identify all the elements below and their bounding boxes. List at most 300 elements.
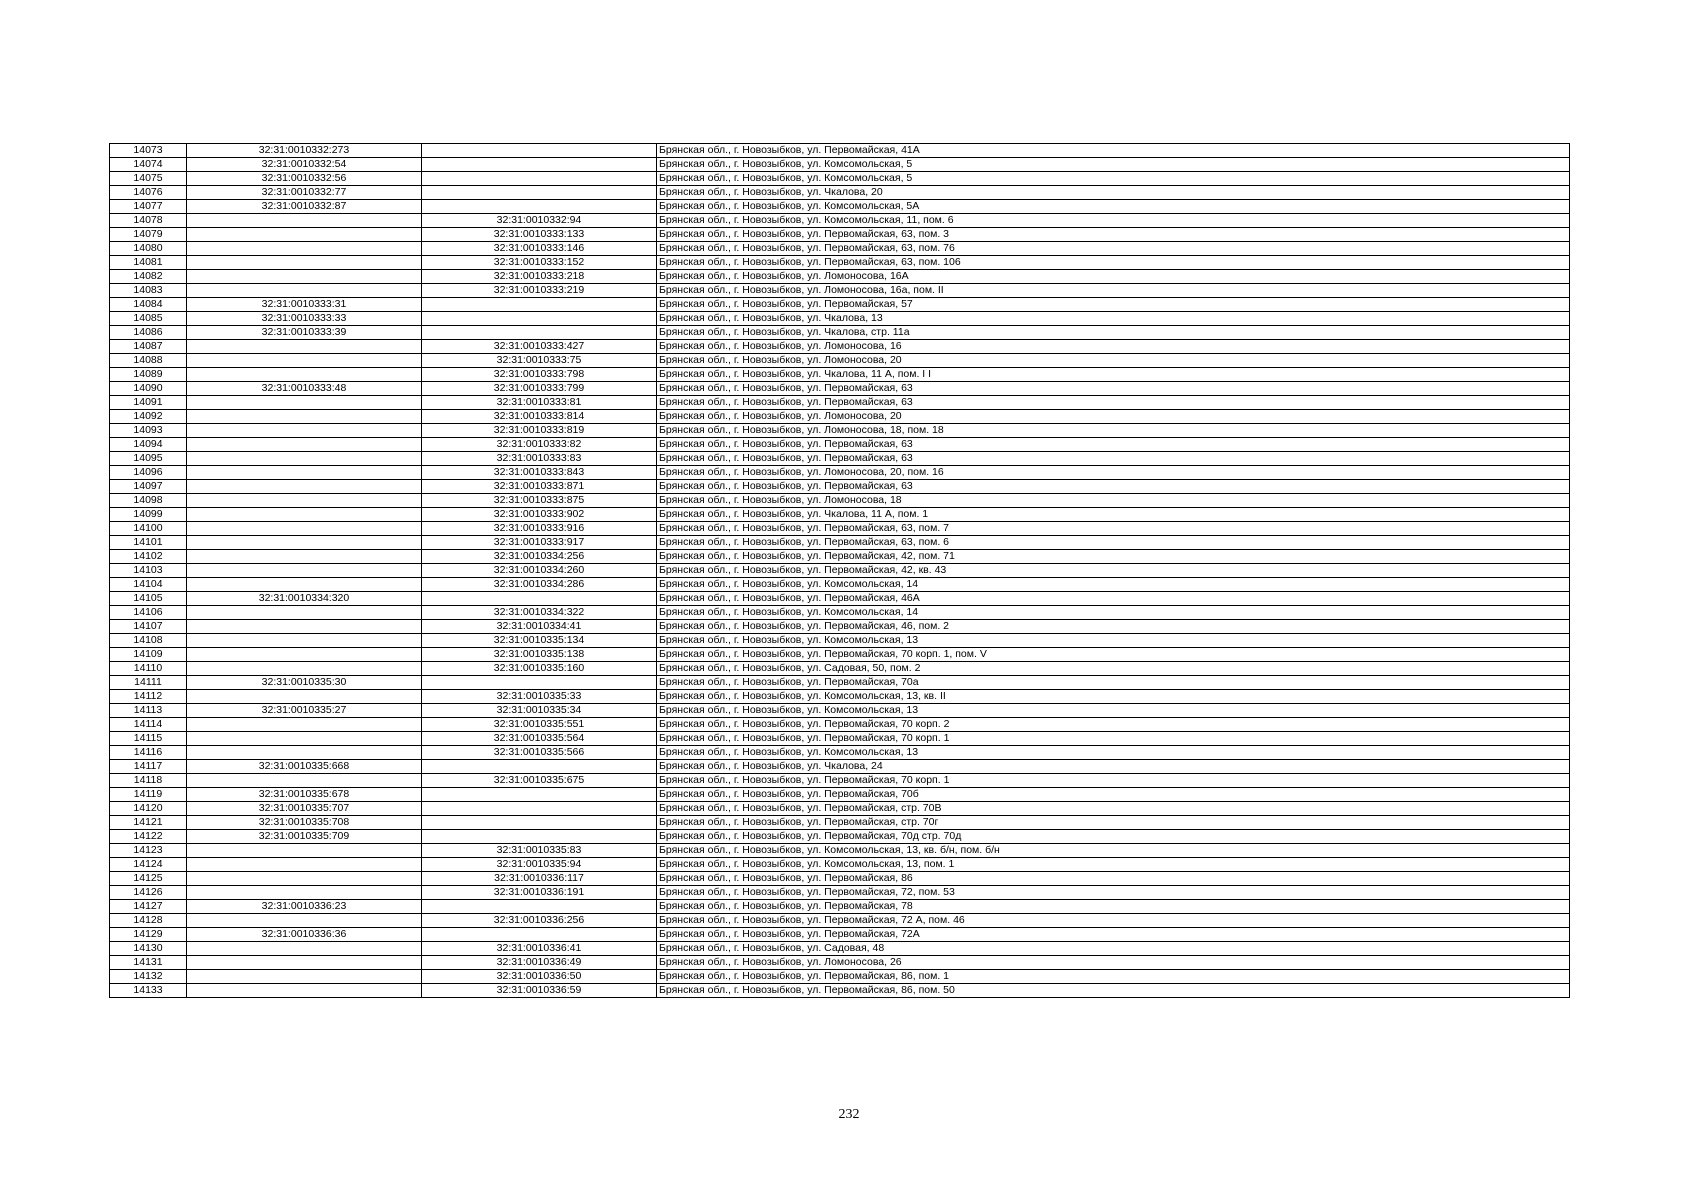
parcel-number-cell [187, 494, 422, 508]
address-cell: Брянская обл., г. Новозыбков, ул. Чкалова, стр. 11а [657, 326, 1570, 340]
parcel-number-cell [187, 648, 422, 662]
row-number-cell: 14128 [110, 914, 187, 928]
table-row [110, 802, 1570, 816]
table-row [110, 382, 1570, 396]
table-row [110, 508, 1570, 522]
parcel-number-cell [187, 354, 422, 368]
parcel-number-cell [187, 886, 422, 900]
object-number-cell: 32:31:0010335:564 [422, 732, 657, 746]
address-cell: Брянская обл., г. Новозыбков, ул. Первомайская, 70 корп. 1 [657, 774, 1570, 788]
row-number-cell: 14121 [110, 816, 187, 830]
address-cell: Брянская обл., г. Новозыбков, ул. Первомайская, 70б [657, 788, 1570, 802]
object-number-cell: 32:31:0010333:146 [422, 242, 657, 256]
row-number-cell: 14075 [110, 172, 187, 186]
row-number-cell: 14097 [110, 480, 187, 494]
row-number-cell: 14109 [110, 648, 187, 662]
parcel-number-cell [187, 690, 422, 704]
object-number-cell: 32:31:0010334:256 [422, 550, 657, 564]
row-number-cell: 14073 [110, 144, 187, 158]
address-cell: Брянская обл., г. Новозыбков, ул. Первомайская, 70 корп. 2 [657, 718, 1570, 732]
row-number-cell: 14131 [110, 956, 187, 970]
table-row [110, 774, 1570, 788]
address-cell: Брянская обл., г. Новозыбков, ул. Комсомольская, 13, кв. б/н, пом. б/н [657, 844, 1570, 858]
address-cell: Брянская обл., г. Новозыбков, ул. Первомайская, 70 корп. 1, пом. V [657, 648, 1570, 662]
address-cell: Брянская обл., г. Новозыбков, ул. Первомайская, 63, пом. 7 [657, 522, 1570, 536]
object-number-cell: 32:31:0010336:256 [422, 914, 657, 928]
address-cell: Брянская обл., г. Новозыбков, ул. Ломоносова, 20, пом. 16 [657, 466, 1570, 480]
row-number-cell: 14099 [110, 508, 187, 522]
address-cell: Брянская обл., г. Новозыбков, ул. Чкалова, 20 [657, 186, 1570, 200]
object-number-cell: 32:31:0010335:160 [422, 662, 657, 676]
parcel-number-cell [187, 662, 422, 676]
address-cell: Брянская обл., г. Новозыбков, ул. Первомайская, 63, пом. 6 [657, 536, 1570, 550]
parcel-number-cell [187, 942, 422, 956]
table-row [110, 746, 1570, 760]
row-number-cell: 14102 [110, 550, 187, 564]
parcel-number-cell [187, 438, 422, 452]
table-row [110, 578, 1570, 592]
row-number-cell: 14083 [110, 284, 187, 298]
row-number-cell: 14132 [110, 970, 187, 984]
table-row [110, 816, 1570, 830]
row-number-cell: 14114 [110, 718, 187, 732]
row-number-cell: 14123 [110, 844, 187, 858]
row-number-cell: 14081 [110, 256, 187, 270]
row-number-cell: 14108 [110, 634, 187, 648]
table-row [110, 648, 1570, 662]
object-number-cell: 32:31:0010333:75 [422, 354, 657, 368]
parcel-number-cell: 32:31:0010333:31 [187, 298, 422, 312]
parcel-number-cell: 32:31:0010335:708 [187, 816, 422, 830]
row-number-cell: 14100 [110, 522, 187, 536]
object-number-cell [422, 830, 657, 844]
row-number-cell: 14120 [110, 802, 187, 816]
table-row [110, 340, 1570, 354]
row-number-cell: 14080 [110, 242, 187, 256]
address-cell: Брянская обл., г. Новозыбков, ул. Первомайская, 72 А, пом. 46 [657, 914, 1570, 928]
object-number-cell [422, 312, 657, 326]
row-number-cell: 14095 [110, 452, 187, 466]
table-row [110, 480, 1570, 494]
address-cell: Брянская обл., г. Новозыбков, ул. Первомайская, стр. 70В [657, 802, 1570, 816]
object-number-cell: 32:31:0010333:875 [422, 494, 657, 508]
address-cell: Брянская обл., г. Новозыбков, ул. Первомайская, 72А [657, 928, 1570, 942]
row-number-cell: 14074 [110, 158, 187, 172]
object-number-cell: 32:31:0010333:133 [422, 228, 657, 242]
table-row [110, 788, 1570, 802]
object-number-cell: 32:31:0010333:82 [422, 438, 657, 452]
row-number-cell: 14088 [110, 354, 187, 368]
table-row [110, 844, 1570, 858]
row-number-cell: 14096 [110, 466, 187, 480]
row-number-cell: 14117 [110, 760, 187, 774]
object-number-cell: 32:31:0010333:799 [422, 382, 657, 396]
table-row [110, 984, 1570, 998]
table-row [110, 536, 1570, 550]
parcel-number-cell [187, 578, 422, 592]
object-number-cell: 32:31:0010336:50 [422, 970, 657, 984]
address-cell: Брянская обл., г. Новозыбков, ул. Первомайская, 86, пом. 1 [657, 970, 1570, 984]
object-number-cell [422, 802, 657, 816]
address-cell: Брянская обл., г. Новозыбков, ул. Первомайская, 42, кв. 43 [657, 564, 1570, 578]
row-number-cell: 14129 [110, 928, 187, 942]
object-number-cell: 32:31:0010335:83 [422, 844, 657, 858]
table-row [110, 620, 1570, 634]
address-cell: Брянская обл., г. Новозыбков, ул. Комсомольская, 13, кв. II [657, 690, 1570, 704]
table-row [110, 312, 1570, 326]
parcel-number-cell [187, 956, 422, 970]
object-number-cell [422, 816, 657, 830]
object-number-cell: 32:31:0010335:675 [422, 774, 657, 788]
address-cell: Брянская обл., г. Новозыбков, ул. Комсомольская, 13 [657, 704, 1570, 718]
parcel-number-cell [187, 508, 422, 522]
address-cell: Брянская обл., г. Новозыбков, ул. Первомайская, 70д стр. 70д [657, 830, 1570, 844]
address-cell: Брянская обл., г. Новозыбков, ул. Первомайская, 63 [657, 480, 1570, 494]
object-number-cell: 32:31:0010333:843 [422, 466, 657, 480]
row-number-cell: 14110 [110, 662, 187, 676]
object-number-cell: 32:31:0010335:33 [422, 690, 657, 704]
row-number-cell: 14107 [110, 620, 187, 634]
row-number-cell: 14089 [110, 368, 187, 382]
address-cell: Брянская обл., г. Новозыбков, ул. Первомайская, 63, пом. 3 [657, 228, 1570, 242]
row-number-cell: 14122 [110, 830, 187, 844]
address-cell: Брянская обл., г. Новозыбков, ул. Комсомольская, 13 [657, 746, 1570, 760]
table-row [110, 830, 1570, 844]
object-number-cell [422, 592, 657, 606]
object-number-cell: 32:31:0010333:819 [422, 424, 657, 438]
parcel-number-cell [187, 970, 422, 984]
object-number-cell [422, 788, 657, 802]
table-row [110, 424, 1570, 438]
row-number-cell: 14125 [110, 872, 187, 886]
object-number-cell: 32:31:0010333:902 [422, 508, 657, 522]
row-number-cell: 14092 [110, 410, 187, 424]
object-number-cell: 32:31:0010333:798 [422, 368, 657, 382]
address-cell: Брянская обл., г. Новозыбков, ул. Первомайская, 46, пом. 2 [657, 620, 1570, 634]
row-number-cell: 14119 [110, 788, 187, 802]
address-cell: Брянская обл., г. Новозыбков, ул. Первомайская, 63 [657, 452, 1570, 466]
table-row [110, 970, 1570, 984]
table-row [110, 634, 1570, 648]
table-row [110, 172, 1570, 186]
address-cell: Брянская обл., г. Новозыбков, ул. Садовая, 48 [657, 942, 1570, 956]
table-row [110, 914, 1570, 928]
address-cell: Брянская обл., г. Новозыбков, ул. Первомайская, 63, пом. 106 [657, 256, 1570, 270]
object-number-cell: 32:31:0010336:117 [422, 872, 657, 886]
table-row [110, 270, 1570, 284]
address-cell: Брянская обл., г. Новозыбков, ул. Комсомольская, 5А [657, 200, 1570, 214]
address-cell: Брянская обл., г. Новозыбков, ул. Первомайская, 72, пом. 53 [657, 886, 1570, 900]
address-cell: Брянская обл., г. Новозыбков, ул. Ломоносова, 26 [657, 956, 1570, 970]
table-row [110, 242, 1570, 256]
object-number-cell: 32:31:0010335:134 [422, 634, 657, 648]
row-number-cell: 14126 [110, 886, 187, 900]
parcel-number-cell [187, 774, 422, 788]
parcel-number-cell: 32:31:0010334:320 [187, 592, 422, 606]
object-number-cell: 32:31:0010333:81 [422, 396, 657, 410]
address-cell: Брянская обл., г. Новозыбков, ул. Комсомольская, 13, пом. 1 [657, 858, 1570, 872]
table-row [110, 214, 1570, 228]
parcel-number-cell [187, 452, 422, 466]
parcel-number-cell [187, 522, 422, 536]
object-number-cell [422, 144, 657, 158]
row-number-cell: 14103 [110, 564, 187, 578]
row-number-cell: 14115 [110, 732, 187, 746]
address-cell: Брянская обл., г. Новозыбков, ул. Первомайская, 78 [657, 900, 1570, 914]
object-number-cell [422, 200, 657, 214]
parcel-number-cell [187, 284, 422, 298]
parcel-number-cell [187, 214, 422, 228]
address-cell: Брянская обл., г. Новозыбков, ул. Первомайская, 86, пом. 50 [657, 984, 1570, 998]
address-cell: Брянская обл., г. Новозыбков, ул. Ломоносова, 20 [657, 410, 1570, 424]
parcel-number-cell [187, 620, 422, 634]
table-row [110, 676, 1570, 690]
row-number-cell: 14130 [110, 942, 187, 956]
parcel-number-cell: 32:31:0010335:27 [187, 704, 422, 718]
parcel-number-cell [187, 466, 422, 480]
table-row [110, 956, 1570, 970]
row-number-cell: 14106 [110, 606, 187, 620]
address-cell: Брянская обл., г. Новозыбков, ул. Первомайская, 63 [657, 438, 1570, 452]
table-row [110, 256, 1570, 270]
row-number-cell: 14133 [110, 984, 187, 998]
table-row [110, 158, 1570, 172]
row-number-cell: 14076 [110, 186, 187, 200]
row-number-cell: 14113 [110, 704, 187, 718]
parcel-number-cell: 32:31:0010335:707 [187, 802, 422, 816]
table-row [110, 550, 1570, 564]
object-number-cell: 32:31:0010333:917 [422, 536, 657, 550]
table-row [110, 704, 1570, 718]
object-number-cell [422, 158, 657, 172]
table-row [110, 592, 1570, 606]
address-cell: Брянская обл., г. Новозыбков, ул. Первомайская, 70а [657, 676, 1570, 690]
parcel-number-cell: 32:31:0010332:77 [187, 186, 422, 200]
object-number-cell [422, 928, 657, 942]
address-cell: Брянская обл., г. Новозыбков, ул. Комсомольская, 13 [657, 634, 1570, 648]
table-row [110, 564, 1570, 578]
row-number-cell: 14086 [110, 326, 187, 340]
row-number-cell: 14127 [110, 900, 187, 914]
object-number-cell: 32:31:0010335:551 [422, 718, 657, 732]
address-cell: Брянская обл., г. Новозыбков, ул. Комсомольская, 14 [657, 606, 1570, 620]
object-number-cell: 32:31:0010335:138 [422, 648, 657, 662]
row-number-cell: 14094 [110, 438, 187, 452]
table-row [110, 942, 1570, 956]
row-number-cell: 14098 [110, 494, 187, 508]
object-number-cell: 32:31:0010334:286 [422, 578, 657, 592]
table-row [110, 410, 1570, 424]
table-row [110, 144, 1570, 158]
parcel-number-cell [187, 914, 422, 928]
row-number-cell: 14084 [110, 298, 187, 312]
row-number-cell: 14118 [110, 774, 187, 788]
address-cell: Брянская обл., г. Новозыбков, ул. Комсомольская, 11, пом. 6 [657, 214, 1570, 228]
object-number-cell: 32:31:0010334:322 [422, 606, 657, 620]
object-number-cell: 32:31:0010335:94 [422, 858, 657, 872]
object-number-cell: 32:31:0010333:218 [422, 270, 657, 284]
parcel-number-cell [187, 872, 422, 886]
address-cell: Брянская обл., г. Новозыбков, ул. Первомайская, 63 [657, 396, 1570, 410]
parcel-number-cell [187, 396, 422, 410]
parcel-number-cell: 32:31:0010332:54 [187, 158, 422, 172]
table-row [110, 928, 1570, 942]
object-number-cell [422, 900, 657, 914]
registry-table-body [110, 144, 1570, 998]
object-number-cell [422, 298, 657, 312]
table-row [110, 186, 1570, 200]
address-cell: Брянская обл., г. Новозыбков, ул. Чкалова, 11 А, пом. 1 [657, 508, 1570, 522]
parcel-number-cell [187, 368, 422, 382]
row-number-cell: 14093 [110, 424, 187, 438]
table-row [110, 200, 1570, 214]
object-number-cell: 32:31:0010334:260 [422, 564, 657, 578]
row-number-cell: 14104 [110, 578, 187, 592]
parcel-number-cell [187, 718, 422, 732]
parcel-number-cell [187, 634, 422, 648]
address-cell: Брянская обл., г. Новозыбков, ул. Ломоносова, 18, пом. 18 [657, 424, 1570, 438]
parcel-number-cell: 32:31:0010336:36 [187, 928, 422, 942]
object-number-cell: 32:31:0010336:59 [422, 984, 657, 998]
object-number-cell: 32:31:0010336:191 [422, 886, 657, 900]
address-cell: Брянская обл., г. Новозыбков, ул. Ломоносова, 16 [657, 340, 1570, 354]
address-cell: Брянская обл., г. Новозыбков, ул. Чкалова, 11 А, пом. I I [657, 368, 1570, 382]
object-number-cell: 32:31:0010333:814 [422, 410, 657, 424]
table-row [110, 494, 1570, 508]
object-number-cell: 32:31:0010333:83 [422, 452, 657, 466]
object-number-cell: 32:31:0010336:49 [422, 956, 657, 970]
table-row [110, 452, 1570, 466]
table-row [110, 466, 1570, 480]
address-cell: Брянская обл., г. Новозыбков, ул. Первомайская, 86 [657, 872, 1570, 886]
row-number-cell: 14087 [110, 340, 187, 354]
parcel-number-cell [187, 732, 422, 746]
object-number-cell: 32:31:0010335:34 [422, 704, 657, 718]
parcel-number-cell [187, 858, 422, 872]
parcel-number-cell [187, 746, 422, 760]
address-cell: Брянская обл., г. Новозыбков, ул. Первомайская, 41А [657, 144, 1570, 158]
row-number-cell: 14079 [110, 228, 187, 242]
row-number-cell: 14091 [110, 396, 187, 410]
row-number-cell: 14077 [110, 200, 187, 214]
parcel-number-cell [187, 228, 422, 242]
row-number-cell: 14116 [110, 746, 187, 760]
parcel-number-cell [187, 256, 422, 270]
row-number-cell: 14078 [110, 214, 187, 228]
parcel-number-cell: 32:31:0010333:33 [187, 312, 422, 326]
parcel-number-cell: 32:31:0010335:678 [187, 788, 422, 802]
table-row [110, 438, 1570, 452]
parcel-number-cell [187, 270, 422, 284]
row-number-cell: 14112 [110, 690, 187, 704]
registry-table [109, 143, 1570, 998]
row-number-cell: 14101 [110, 536, 187, 550]
page-number: 232 [838, 1107, 860, 1122]
table-row [110, 396, 1570, 410]
address-cell: Брянская обл., г. Новозыбков, ул. Комсомольская, 5 [657, 172, 1570, 186]
object-number-cell: 32:31:0010333:427 [422, 340, 657, 354]
object-number-cell: 32:31:0010333:219 [422, 284, 657, 298]
row-number-cell: 14124 [110, 858, 187, 872]
object-number-cell [422, 326, 657, 340]
table-row [110, 522, 1570, 536]
table-row [110, 228, 1570, 242]
address-cell: Брянская обл., г. Новозыбков, ул. Ломоносова, 16а, пом. II [657, 284, 1570, 298]
parcel-number-cell: 32:31:0010332:56 [187, 172, 422, 186]
row-number-cell: 14111 [110, 676, 187, 690]
address-cell: Брянская обл., г. Новозыбков, ул. Садовая, 50, пом. 2 [657, 662, 1570, 676]
parcel-number-cell [187, 410, 422, 424]
object-number-cell [422, 760, 657, 774]
parcel-number-cell [187, 606, 422, 620]
object-number-cell [422, 676, 657, 690]
table-row [110, 760, 1570, 774]
parcel-number-cell: 32:31:0010332:273 [187, 144, 422, 158]
parcel-number-cell [187, 984, 422, 998]
parcel-number-cell [187, 550, 422, 564]
object-number-cell: 32:31:0010333:916 [422, 522, 657, 536]
table-row [110, 858, 1570, 872]
object-number-cell: 32:31:0010332:94 [422, 214, 657, 228]
object-number-cell: 32:31:0010333:152 [422, 256, 657, 270]
address-cell: Брянская обл., г. Новозыбков, ул. Первомайская, 46А [657, 592, 1570, 606]
address-cell: Брянская обл., г. Новозыбков, ул. Первомайская, 42, пом. 71 [657, 550, 1570, 564]
parcel-number-cell: 32:31:0010335:668 [187, 760, 422, 774]
parcel-number-cell: 32:31:0010332:87 [187, 200, 422, 214]
address-cell: Брянская обл., г. Новозыбков, ул. Комсомольская, 14 [657, 578, 1570, 592]
parcel-number-cell [187, 242, 422, 256]
table-row [110, 872, 1570, 886]
parcel-number-cell: 32:31:0010333:48 [187, 382, 422, 396]
object-number-cell: 32:31:0010334:41 [422, 620, 657, 634]
address-cell: Брянская обл., г. Новозыбков, ул. Первомайская, 57 [657, 298, 1570, 312]
table-row [110, 718, 1570, 732]
parcel-number-cell [187, 844, 422, 858]
table-row [110, 900, 1570, 914]
table-row [110, 886, 1570, 900]
row-number-cell: 14090 [110, 382, 187, 396]
parcel-number-cell [187, 340, 422, 354]
row-number-cell: 14082 [110, 270, 187, 284]
address-cell: Брянская обл., г. Новозыбков, ул. Ломоносова, 18 [657, 494, 1570, 508]
address-cell: Брянская обл., г. Новозыбков, ул. Комсомольская, 5 [657, 158, 1570, 172]
table-row [110, 284, 1570, 298]
parcel-number-cell: 32:31:0010335:709 [187, 830, 422, 844]
object-number-cell: 32:31:0010333:871 [422, 480, 657, 494]
table-row [110, 732, 1570, 746]
object-number-cell: 32:31:0010335:566 [422, 746, 657, 760]
address-cell: Брянская обл., г. Новозыбков, ул. Чкалова, 24 [657, 760, 1570, 774]
table-row [110, 690, 1570, 704]
table-row [110, 326, 1570, 340]
object-number-cell [422, 172, 657, 186]
address-cell: Брянская обл., г. Новозыбков, ул. Ломоносова, 16А [657, 270, 1570, 284]
parcel-number-cell: 32:31:0010335:30 [187, 676, 422, 690]
parcel-number-cell [187, 480, 422, 494]
object-number-cell [422, 186, 657, 200]
parcel-number-cell: 32:31:0010333:39 [187, 326, 422, 340]
parcel-number-cell [187, 424, 422, 438]
row-number-cell: 14085 [110, 312, 187, 326]
table-row [110, 368, 1570, 382]
address-cell: Брянская обл., г. Новозыбков, ул. Первомайская, 63 [657, 382, 1570, 396]
table-row [110, 606, 1570, 620]
table-row [110, 662, 1570, 676]
address-cell: Брянская обл., г. Новозыбков, ул. Первомайская, стр. 70г [657, 816, 1570, 830]
object-number-cell: 32:31:0010336:41 [422, 942, 657, 956]
address-cell: Брянская обл., г. Новозыбков, ул. Первомайская, 70 корп. 1 [657, 732, 1570, 746]
table-row [110, 298, 1570, 312]
